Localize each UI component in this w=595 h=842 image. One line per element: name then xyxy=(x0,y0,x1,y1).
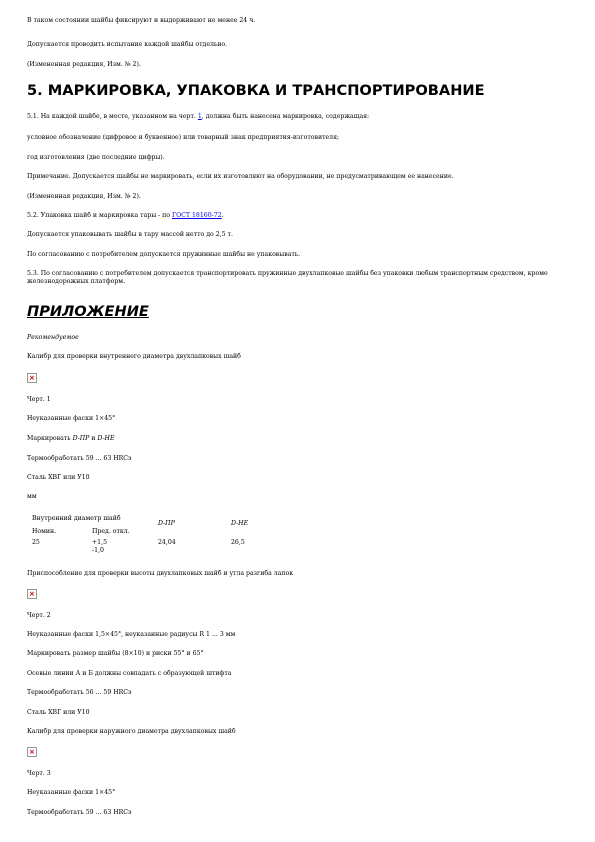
figure-title: Калибр для проверки внутреннего диаметра двухлапковых шайб xyxy=(27,353,241,360)
text-line: Неуказанные фаски 1,5×45°, неуказанные радиусы R 1 ... 3 мм xyxy=(27,631,236,638)
table-header: Номин. xyxy=(32,528,57,535)
text-line: (Измененная редакция, Изм. № 2). xyxy=(27,193,141,200)
table-header: D-ПР xyxy=(158,520,175,527)
table-cell: +1,5 xyxy=(92,539,108,546)
text-fragment: D-НЕ xyxy=(97,435,115,442)
text-line: По согласованию с потребителем допускается пружинные шайбы не упаковывать. xyxy=(27,251,301,258)
table-cell: -1,0 xyxy=(92,547,104,554)
broken-image-icon: × xyxy=(27,373,37,383)
text-line: Неуказанные фаски 1×45° xyxy=(27,789,116,796)
table-header: Пред. откл. xyxy=(92,528,130,535)
figure-caption: Черт. 2 xyxy=(27,612,51,619)
appendix-subtitle: Рекомендуемое xyxy=(27,334,79,341)
text-line: Сталь ХВГ или У10 xyxy=(27,709,90,716)
text-line: год изготовления (две последние цифры). xyxy=(27,154,165,161)
text-line: Термообработать 56 ... 59 HRCэ xyxy=(27,689,132,696)
text-fragment: . xyxy=(221,212,224,219)
text-line: В таком состоянии шайбы фиксируют и выдерживают не менее 24 ч. xyxy=(27,17,256,24)
text-line: (Измененная редакция, Изм. № 2). xyxy=(27,61,141,68)
text-line: Маркировать размер шайбы (8×10) и риски 55° и 65° xyxy=(27,650,204,657)
figure-caption: Черт. 3 xyxy=(27,770,51,777)
text-fragment: , должна быть нанесена маркировка, содержащая: xyxy=(201,113,370,120)
text-line xyxy=(27,212,224,220)
section-heading: 5. МАРКИРОВКА, УПАКОВКА И ТРАНСПОРТИРОВАНИЕ xyxy=(27,82,485,99)
text-line: Осевые линии А и Б должны совпадать с образующей штифта xyxy=(27,670,232,677)
figure-title: Приспособление для проверки высоты двухлапковых шайб и угла разгиба лапок xyxy=(27,570,294,577)
gost-link[interactable]: ГОСТ 18160-72 xyxy=(172,212,222,219)
unit-label: мм xyxy=(27,493,37,500)
text-line: Допускается упаковывать шайбы в тару массой нетто до 2,5 т. xyxy=(27,231,233,238)
note-line: Примечание. Допускается шайбы не маркировать, если их изготовляют на оборудовании, не предусматривающем ее нанесение. xyxy=(27,173,454,180)
text-fragment: Маркировать xyxy=(27,435,73,442)
broken-image-icon: × xyxy=(27,747,37,757)
text-line xyxy=(27,435,114,443)
text-fragment: 5.1. На каждой шайбе, в месте, указанном на черт. xyxy=(27,113,198,120)
text-paragraph: 5.3. По согласованию с потребителем допускается транспортировать пружинные двухлапковые шайбы без упаковки любым транспортным средством, кроме железнодорожных платформ. xyxy=(27,270,548,285)
table-header: Внутренний диаметр шайб xyxy=(32,515,121,522)
text-line: условное обозначение (цифровое и буквенное) или товарный знак предприятия-изготовителя; xyxy=(27,134,340,141)
broken-image-icon: × xyxy=(27,589,37,599)
text-line: Неуказанные фаски 1×45° xyxy=(27,415,116,422)
text-line: Термообработать 59 ... 63 HRCэ xyxy=(27,455,132,462)
text-line xyxy=(27,113,369,121)
figure-caption: Черт. 1 xyxy=(27,396,51,403)
table-header: D-НЕ xyxy=(231,520,249,527)
appendix-heading: ПРИЛОЖЕНИЕ xyxy=(27,303,149,320)
text-line: Термообработать 59 ... 63 HRCэ xyxy=(27,809,132,816)
table-cell: 26,5 xyxy=(231,539,245,546)
table-cell: 25 xyxy=(32,539,40,546)
text-line: Сталь ХВГ или У10 xyxy=(27,474,90,481)
text-line: Допускается проводить испытание каждой шайбы отдельно. xyxy=(27,41,228,48)
text-fragment: D-ПР xyxy=(72,435,90,442)
figure-link[interactable]: 1 xyxy=(197,113,202,120)
text-fragment: и xyxy=(89,435,98,442)
table-cell: 24,04 xyxy=(158,539,176,546)
figure-title: Калибр для проверки наружного диаметра двухлапковых шайб xyxy=(27,728,236,735)
text-fragment: 5.2. Упаковка шайб и маркировка тары - по xyxy=(27,212,172,219)
